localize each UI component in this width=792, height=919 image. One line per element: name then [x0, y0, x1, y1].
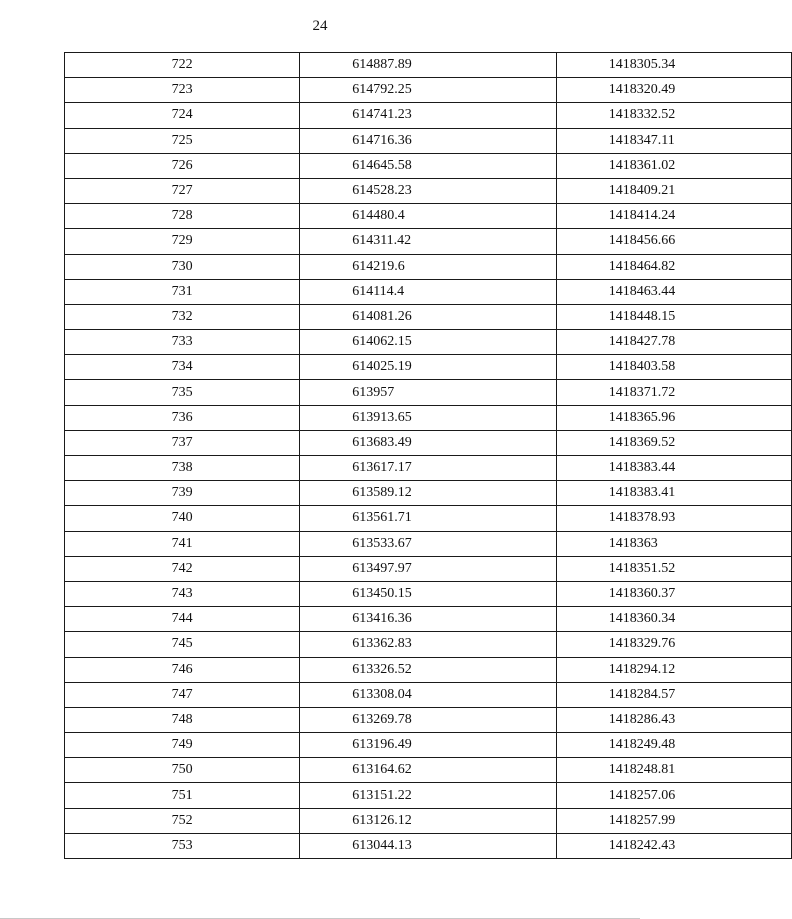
table-row [65, 758, 792, 783]
x-coordinate-cell: 613126.12 [300, 808, 557, 833]
y-coordinate-cell: 1418378.93 [556, 506, 791, 531]
point-number-cell: 732 [65, 304, 300, 329]
x-coordinate-cell: 614062.15 [300, 330, 557, 355]
y-coordinate-cell: 1418383.44 [556, 456, 791, 481]
x-coordinate-cell: 613589.12 [300, 481, 557, 506]
point-number-cell: 749 [65, 733, 300, 758]
y-coordinate-cell: 1418351.52 [556, 556, 791, 581]
point-number-cell: 723 [65, 78, 300, 103]
y-coordinate-cell: 1418242.43 [556, 833, 791, 858]
point-number-cell: 727 [65, 178, 300, 203]
x-coordinate-cell: 613957 [300, 380, 557, 405]
coordinates-table [64, 52, 792, 859]
x-coordinate-cell: 614716.36 [300, 128, 557, 153]
table-row [65, 153, 792, 178]
y-coordinate-cell: 1418305.34 [556, 53, 791, 78]
x-coordinate-cell: 614219.6 [300, 254, 557, 279]
y-coordinate-cell: 1418257.06 [556, 783, 791, 808]
y-coordinate-cell: 1418332.52 [556, 103, 791, 128]
y-coordinate-cell: 1418383.41 [556, 481, 791, 506]
table-row [65, 178, 792, 203]
y-coordinate-cell: 1418360.37 [556, 581, 791, 606]
point-number-cell: 741 [65, 531, 300, 556]
page-number: 24 [312, 18, 328, 34]
x-coordinate-cell: 614645.58 [300, 153, 557, 178]
point-number-cell: 731 [65, 279, 300, 304]
table-row [65, 556, 792, 581]
point-number-cell: 733 [65, 330, 300, 355]
table-row [65, 204, 792, 229]
table-row [65, 808, 792, 833]
x-coordinate-cell: 613533.67 [300, 531, 557, 556]
x-coordinate-cell: 614887.89 [300, 53, 557, 78]
y-coordinate-cell: 1418284.57 [556, 682, 791, 707]
x-coordinate-cell: 613913.65 [300, 405, 557, 430]
y-coordinate-cell: 1418361.02 [556, 153, 791, 178]
y-coordinate-cell: 1418248.81 [556, 758, 791, 783]
y-coordinate-cell: 1418320.49 [556, 78, 791, 103]
table-row [65, 78, 792, 103]
point-number-cell: 752 [65, 808, 300, 833]
y-coordinate-cell: 1418448.15 [556, 304, 791, 329]
x-coordinate-cell: 614480.4 [300, 204, 557, 229]
point-number-cell: 750 [65, 758, 300, 783]
point-number-cell: 743 [65, 581, 300, 606]
y-coordinate-cell: 1418414.24 [556, 204, 791, 229]
table-row [65, 330, 792, 355]
table-row [65, 632, 792, 657]
x-coordinate-cell: 613308.04 [300, 682, 557, 707]
x-coordinate-cell: 613497.97 [300, 556, 557, 581]
y-coordinate-cell: 1418464.82 [556, 254, 791, 279]
point-number-cell: 734 [65, 355, 300, 380]
table-row [65, 682, 792, 707]
x-coordinate-cell: 613326.52 [300, 657, 557, 682]
x-coordinate-cell: 613164.62 [300, 758, 557, 783]
point-number-cell: 736 [65, 405, 300, 430]
x-coordinate-cell: 614025.19 [300, 355, 557, 380]
y-coordinate-cell: 1418409.21 [556, 178, 791, 203]
point-number-cell: 742 [65, 556, 300, 581]
x-coordinate-cell: 613196.49 [300, 733, 557, 758]
x-coordinate-cell: 613362.83 [300, 632, 557, 657]
y-coordinate-cell: 1418456.66 [556, 229, 791, 254]
y-coordinate-cell: 1418286.43 [556, 707, 791, 732]
x-coordinate-cell: 614792.25 [300, 78, 557, 103]
table-row [65, 355, 792, 380]
point-number-cell: 738 [65, 456, 300, 481]
table-row [65, 833, 792, 858]
table-row [65, 405, 792, 430]
x-coordinate-cell: 614081.26 [300, 304, 557, 329]
point-number-cell: 726 [65, 153, 300, 178]
y-coordinate-cell: 1418371.72 [556, 380, 791, 405]
point-number-cell: 729 [65, 229, 300, 254]
point-number-cell: 739 [65, 481, 300, 506]
x-coordinate-cell: 613683.49 [300, 430, 557, 455]
table-row [65, 304, 792, 329]
x-coordinate-cell: 613617.17 [300, 456, 557, 481]
coordinates-table-body [65, 53, 792, 859]
point-number-cell: 747 [65, 682, 300, 707]
table-row [65, 707, 792, 732]
table-row [65, 279, 792, 304]
y-coordinate-cell: 1418347.11 [556, 128, 791, 153]
table-row [65, 128, 792, 153]
table-row [65, 733, 792, 758]
x-coordinate-cell: 613044.13 [300, 833, 557, 858]
point-number-cell: 744 [65, 607, 300, 632]
x-coordinate-cell: 613561.71 [300, 506, 557, 531]
table-row [65, 229, 792, 254]
table-row [65, 531, 792, 556]
y-coordinate-cell: 1418360.34 [556, 607, 791, 632]
table-row [65, 53, 792, 78]
point-number-cell: 724 [65, 103, 300, 128]
point-number-cell: 728 [65, 204, 300, 229]
table-row [65, 456, 792, 481]
point-number-cell: 737 [65, 430, 300, 455]
y-coordinate-cell: 1418463.44 [556, 279, 791, 304]
table-row [65, 430, 792, 455]
x-coordinate-cell: 614741.23 [300, 103, 557, 128]
point-number-cell: 748 [65, 707, 300, 732]
x-coordinate-cell: 613450.15 [300, 581, 557, 606]
table-row [65, 607, 792, 632]
x-coordinate-cell: 613151.22 [300, 783, 557, 808]
x-coordinate-cell: 614114.4 [300, 279, 557, 304]
y-coordinate-cell: 1418427.78 [556, 330, 791, 355]
point-number-cell: 725 [65, 128, 300, 153]
point-number-cell: 746 [65, 657, 300, 682]
y-coordinate-cell: 1418257.99 [556, 808, 791, 833]
x-coordinate-cell: 613416.36 [300, 607, 557, 632]
table-row [65, 481, 792, 506]
point-number-cell: 753 [65, 833, 300, 858]
table-row [65, 380, 792, 405]
point-number-cell: 730 [65, 254, 300, 279]
table-row [65, 783, 792, 808]
point-number-cell: 751 [65, 783, 300, 808]
x-coordinate-cell: 614311.42 [300, 229, 557, 254]
x-coordinate-cell: 614528.23 [300, 178, 557, 203]
table-row [65, 657, 792, 682]
table-row [65, 103, 792, 128]
x-coordinate-cell: 613269.78 [300, 707, 557, 732]
y-coordinate-cell: 1418249.48 [556, 733, 791, 758]
point-number-cell: 722 [65, 53, 300, 78]
y-coordinate-cell: 1418403.58 [556, 355, 791, 380]
table-row [65, 581, 792, 606]
point-number-cell: 735 [65, 380, 300, 405]
point-number-cell: 745 [65, 632, 300, 657]
table-row [65, 254, 792, 279]
y-coordinate-cell: 1418369.52 [556, 430, 791, 455]
y-coordinate-cell: 1418363 [556, 531, 791, 556]
y-coordinate-cell: 1418329.76 [556, 632, 791, 657]
y-coordinate-cell: 1418365.96 [556, 405, 791, 430]
table-row [65, 506, 792, 531]
y-coordinate-cell: 1418294.12 [556, 657, 791, 682]
point-number-cell: 740 [65, 506, 300, 531]
